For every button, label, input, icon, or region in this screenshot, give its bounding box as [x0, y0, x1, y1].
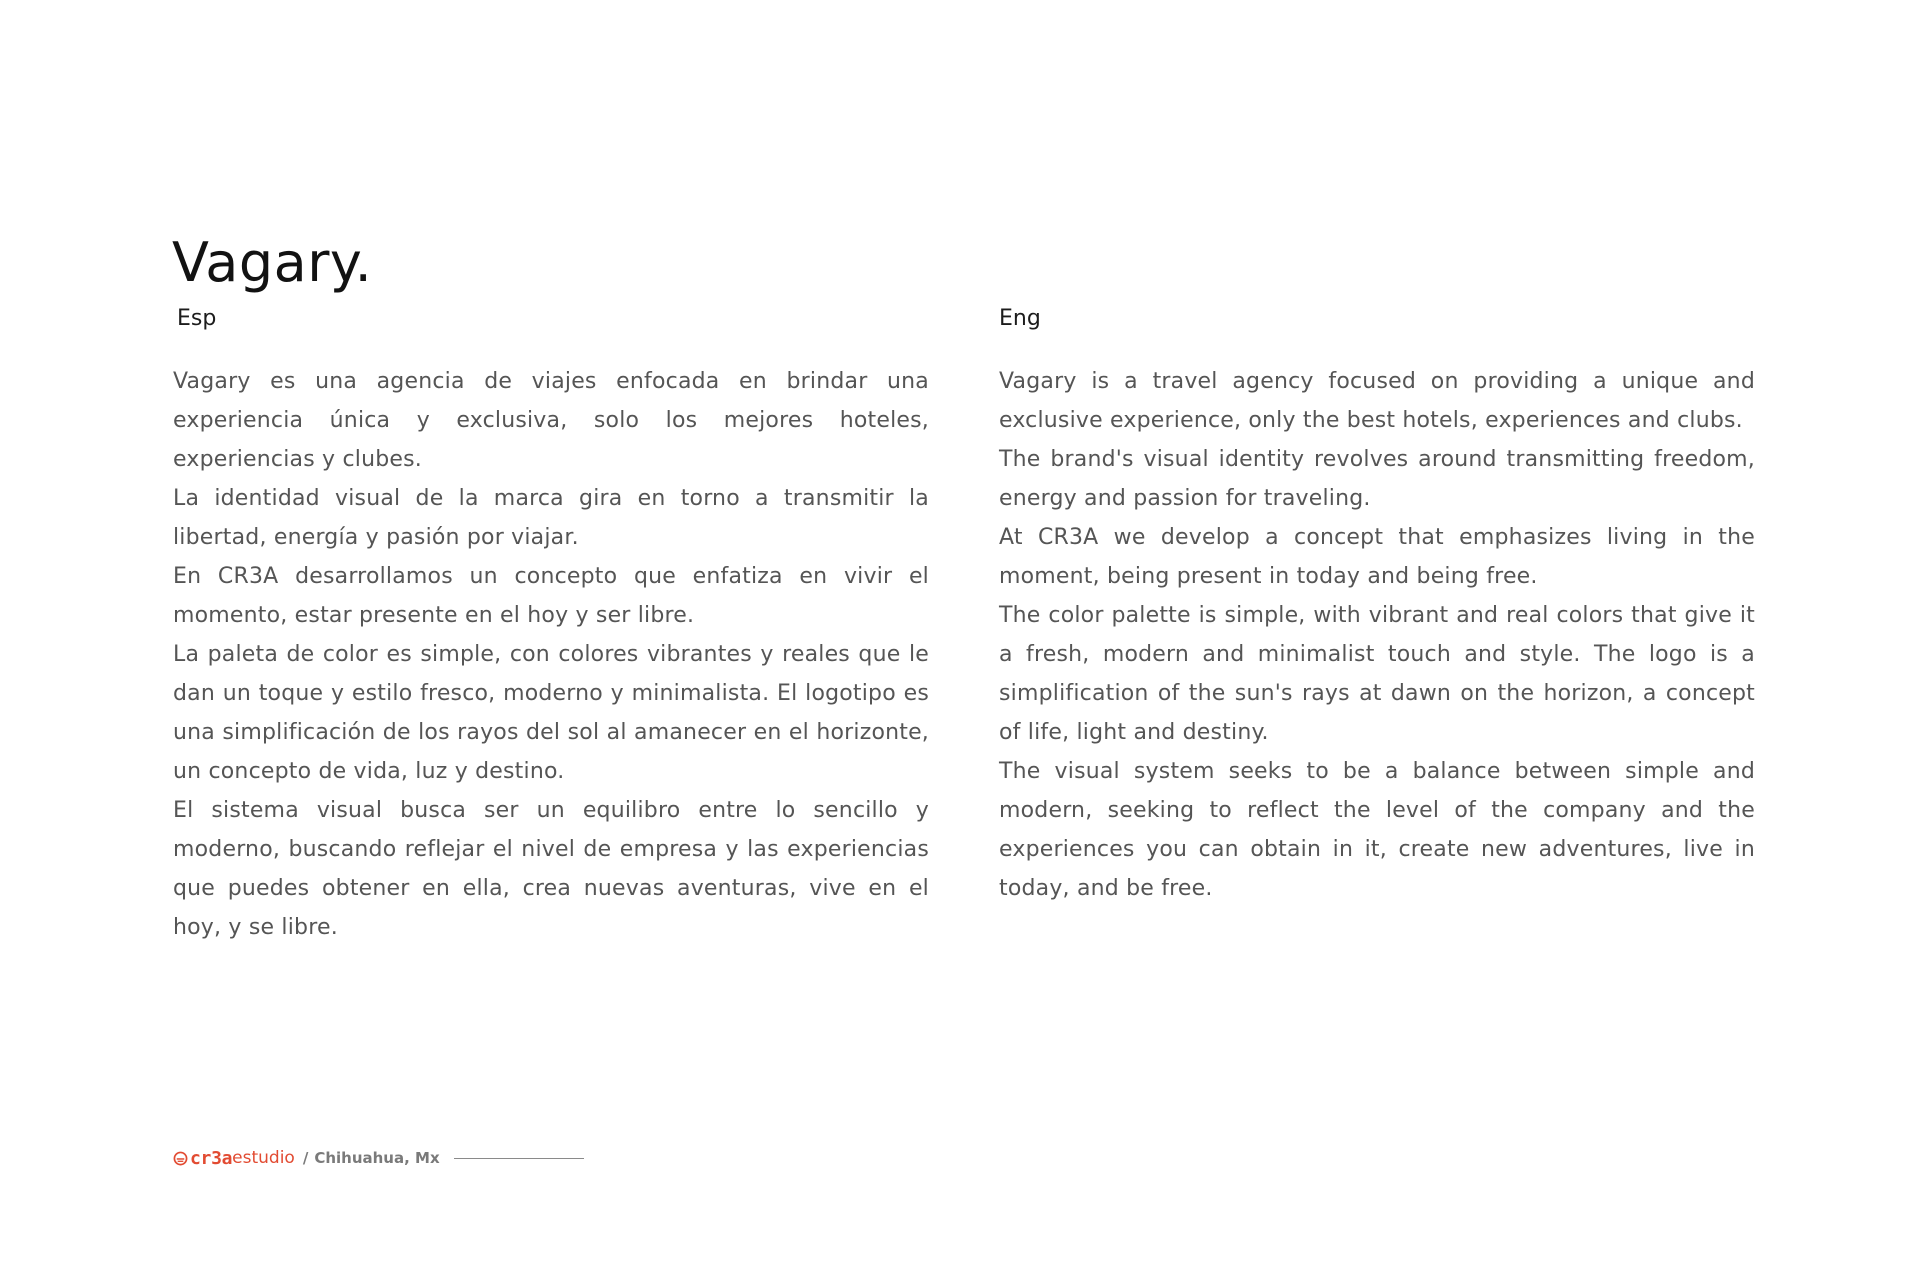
english-paragraph: At CR3A we develop a concept that emphasizes living in the moment, being present in today and being free. [999, 525, 1755, 589]
english-paragraph: The visual system seeks to be a balance between simple and modern, seeking to reflect the level of the company and the experiences you can obtain in it, create new adventures, live in today, and be free. [999, 759, 1755, 901]
footer-separator: / [302, 1149, 309, 1167]
spanish-paragraph: La identidad visual de la marca gira en torno a transmitir la libertad, energía y pasión por viajar. [173, 486, 929, 550]
footer-divider-line [454, 1158, 584, 1159]
brand-name-light: estudio [232, 1148, 295, 1168]
spanish-column [173, 302, 929, 947]
english-label: Eng [999, 306, 1041, 331]
sun-logo-icon [173, 1151, 188, 1166]
spanish-paragraph: La paleta de color es simple, con colores vibrantes y reales que le dan un toque y estilo fresco, moderno y minimalista. El logotipo es una simplificación de los rayos del sol al amanecer en el horizonte, un concepto de vida, luz y destino. [173, 642, 929, 784]
english-paragraph: Vagary is a travel agency focused on providing a unique and exclusive experience, only the best hotels, experiences and clubs. [999, 369, 1755, 433]
page-title: Vagary. [172, 231, 373, 294]
english-column [999, 302, 1755, 908]
english-paragraph: The color palette is simple, with vibrant and real colors that give it a fresh, modern and minimalist touch and style. The logo is a simplification of the sun's rays at dawn on the horizon, a concept of life, light and destiny. [999, 603, 1755, 745]
footer-location: Chihuahua, Mx [314, 1149, 440, 1167]
spanish-paragraph: En CR3A desarrollamos un concepto que enfatiza en vivir el momento, estar presente en el hoy y ser libre. [173, 564, 929, 628]
brand-name-bold: cr3a [190, 1147, 233, 1169]
spanish-paragraph: Vagary es una agencia de viajes enfocada en brindar una experiencia única y exclusiva, solo los mejores hoteles, experiencias y clubes. [173, 369, 929, 472]
spanish-paragraph: El sistema visual busca ser un equilibro entre lo sencillo y moderno, buscando reflejar el nivel de empresa y las experiencias que puedes obtener en ella, crea nuevas aventuras, vive en el hoy, y se libre. [173, 798, 929, 940]
footer [173, 1146, 584, 1170]
spanish-label: Esp [177, 306, 217, 331]
english-paragraph: The brand's visual identity revolves around transmitting freedom, energy and passion for traveling. [999, 447, 1755, 511]
